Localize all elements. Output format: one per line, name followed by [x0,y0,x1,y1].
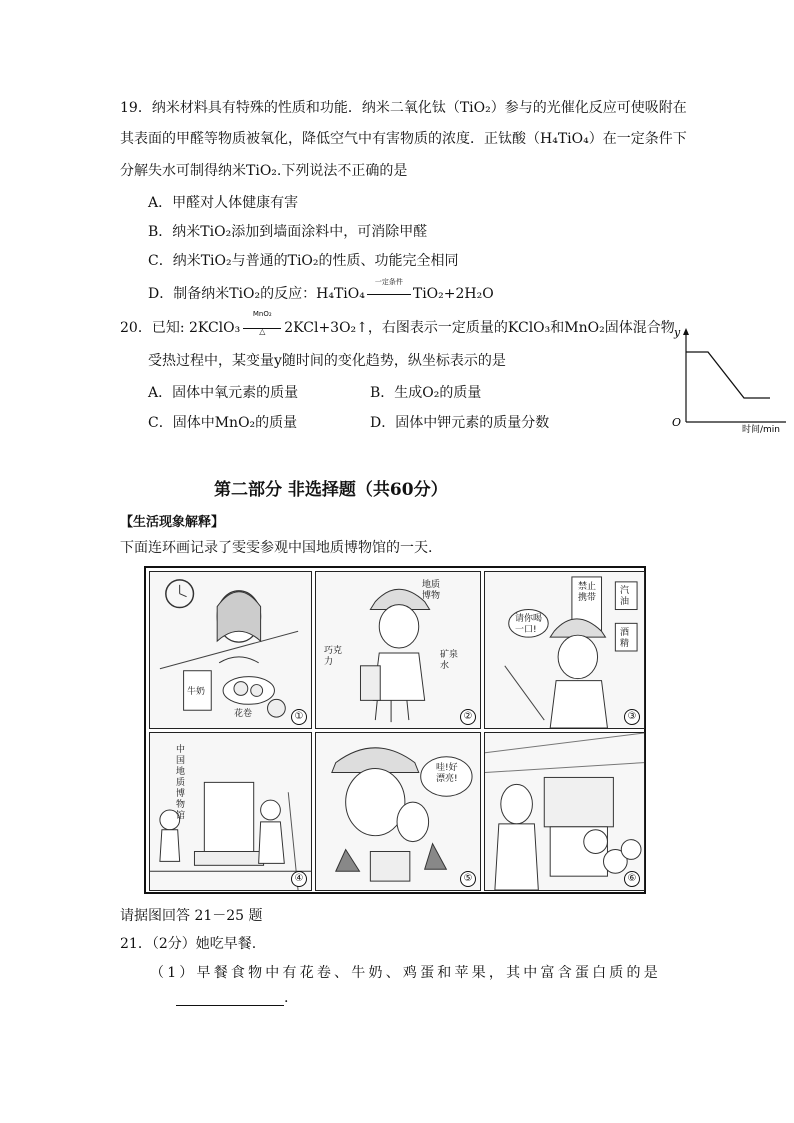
comic-panel-2 [315,571,481,729]
comic-panel-6 [484,732,645,891]
q19-option-d-suffix: TiO₂+2H₂O [412,286,494,302]
breakfast-illustration [150,572,311,728]
q19-option-b: B．纳米TiO₂添加到墙面涂料中，可消除甲醛 [148,224,428,240]
q21-period: . [284,990,289,1006]
q20-line-1 [120,310,675,337]
q20-option-a: A．固体中氧元素的质量 [148,385,299,401]
q21-answer-line [176,990,288,1006]
hat-label: 地质博物 [422,580,441,601]
section-tag: 【生活现象解释】 [120,515,225,530]
gasoline-label: 汽油 [620,586,630,607]
panel-number-4: ④ [291,871,307,887]
panel-number-6: ⑥ [624,871,640,887]
panel-number-5: ⑤ [460,871,476,887]
q19-option-d [148,278,494,303]
wow-speech: 哇!好漂亮! [436,763,458,784]
comic-strip [144,566,646,894]
q20-line-1-prefix: 20．已知: 2KClO₃ [120,320,241,336]
part-two-title: 第二部分 非选择题（共60分） [214,480,448,500]
graph-x-label: 时间/min [742,425,781,434]
heat-label: △ [259,327,266,336]
panel-number-1: ① [291,709,307,725]
trend-line [686,352,770,398]
q19-line-2: 其表面的甲醛等物质被氧化，降低空气中有害物质的浓度．正钛酸（H₄TiO₄）在一定条件下 [120,131,687,147]
graph-origin: O [672,416,682,429]
milk-label: 牛奶 [187,687,206,697]
q19-line-3: 分解失水可制得纳米TiO₂.下列说法不正确的是 [120,163,408,179]
ban-sign: 禁止携带 [578,582,597,603]
alcohol-label: 酒精 [620,628,630,649]
exhibit-illustration [316,733,480,890]
q19-option-c: C．纳米TiO₂与普通的TiO₂的性质、功能完全相同 [148,253,459,269]
water-label: 矿泉水 [440,650,459,671]
bread-label: 花卷 [234,709,253,719]
comic-intro: 下面连环画记录了雯雯参观中国地质博物馆的一天. [120,540,433,556]
q20-option-c: C．固体中MnO₂的质量 [148,415,298,431]
graph-y-label: y [674,326,681,339]
q19-option-d-prefix: D．制备纳米TiO₂的反应：H₄TiO₄ [148,286,365,302]
q20-graph [668,322,794,434]
panel-number-2: ② [460,709,476,725]
reaction-arrow [365,278,413,302]
museum-sign: 中国地质博物馆 [176,745,186,821]
q20-option-b: B．生成O₂的质量 [370,385,482,401]
museum-entrance-illustration [150,733,311,890]
q21-title: 21．（2分）她吃早餐. [120,936,257,952]
answer-prompt: 请据图回答 21－25 题 [120,908,263,924]
q19-option-a: A．甲醛对人体健康有害 [148,195,299,211]
answer-blank[interactable] [176,991,284,1006]
q20-line-1-suffix: 2KCl+3O₂↑，右图表示一定质量的KClO₃和MnO₂固体混合物 [284,320,675,336]
comic-panel-3 [484,571,645,729]
y-axis-arrow [683,328,689,335]
chocolate-label: 巧克力 [324,646,343,667]
offer-speech: 请你喝一口! [515,614,543,635]
hall-illustration [485,733,644,890]
comic-panel-5 [315,732,481,891]
q20-option-d: D．固体中钾元素的质量分数 [370,415,550,431]
q20-line-2: 受热过程中，某变量y随时间的变化趋势，纵坐标表示的是 [148,353,506,369]
catalyst-label: MnO₂ [252,310,272,318]
q21-part-1: （1）早餐食物中有花卷、牛奶、鸡蛋和苹果，其中富含蛋白质的是 [150,965,661,981]
comic-panel-4 [149,732,312,891]
panel-number-3: ③ [624,709,640,725]
q19-line-1: 19．纳米材料具有特殊的性质和功能．纳米二氧化钛（TiO₂）参与的光催化反应可使吸附在 [120,100,687,116]
comic-panel-1 [149,571,312,729]
reaction-condition: 一定条件 [374,278,403,286]
decomposition-arrow [240,310,284,336]
